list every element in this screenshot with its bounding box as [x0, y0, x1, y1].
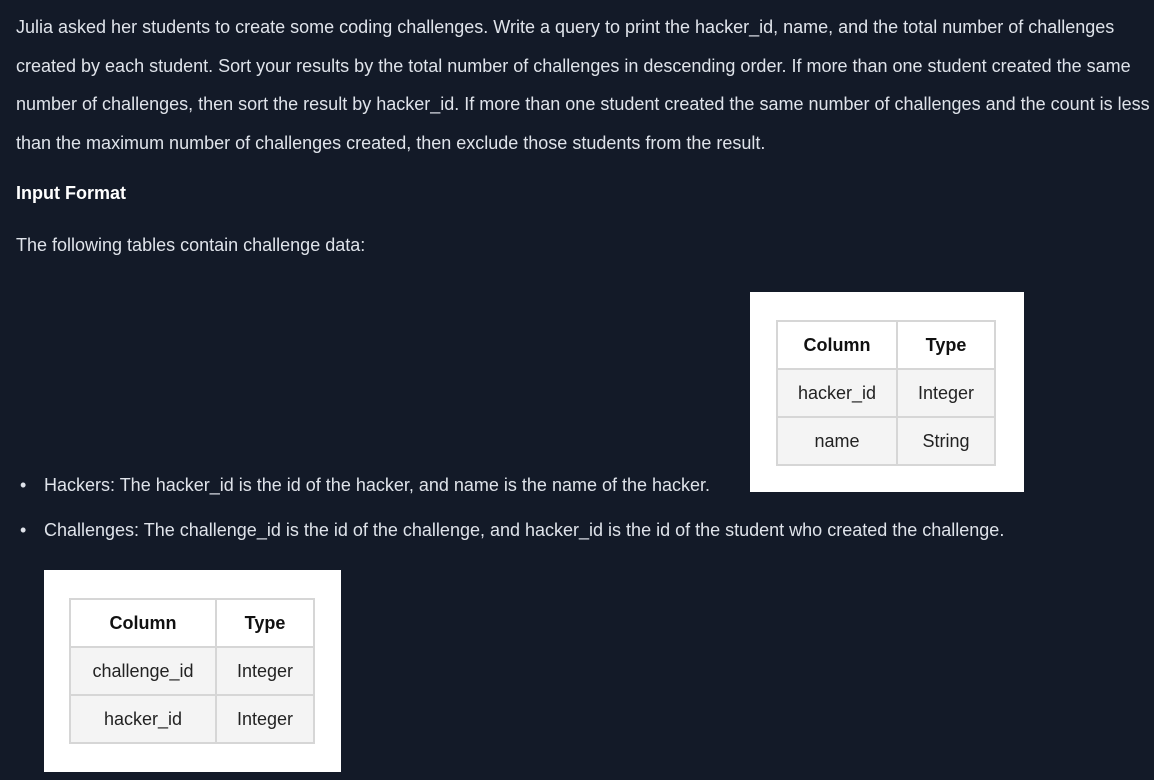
bullet-marker: • — [20, 520, 27, 540]
challenges-bullet-item — [20, 517, 1004, 543]
table-row — [70, 695, 314, 743]
input-format-heading: Input Format — [16, 183, 126, 203]
table-header-cell: Type — [216, 599, 314, 647]
table-header-row — [70, 599, 314, 647]
table-header-cell: Column — [70, 599, 216, 647]
tables-intro-text: The following tables contain challenge data: — [16, 235, 366, 255]
table-cell: Integer — [897, 369, 995, 417]
problem-description: Julia asked her students to create some coding challenges. Write a query to print the hacker_id, name, and the total number of challenges created by each student. Sort your results by the total number of challenges in descending order. If more than one student created the same number of challenges, then sort the result by hacker_id. If more than one student created the same number of challenges and the count is less than the maximum number of challenges created, then exclude those students from the result. — [16, 17, 1150, 153]
table-cell: challenge_id — [70, 647, 216, 695]
table-row — [777, 369, 995, 417]
hackers-bullet-text: Hackers: The hacker_id is the id of the hacker, and name is the name of the hacker. — [44, 475, 711, 495]
table-cell: hacker_id — [777, 369, 897, 417]
table-cell: Integer — [216, 647, 314, 695]
hackers-table — [776, 320, 996, 466]
table-header-cell: Column — [777, 321, 897, 369]
hackers-table-image — [750, 292, 1024, 492]
table-cell: name — [777, 417, 897, 465]
table-row — [777, 417, 995, 465]
hackers-bullet-item — [20, 472, 710, 498]
table-row — [70, 647, 314, 695]
table-cell: String — [897, 417, 995, 465]
challenges-table — [69, 598, 315, 744]
table-header-cell: Type — [897, 321, 995, 369]
challenges-table-image — [44, 570, 341, 772]
table-cell: Integer — [216, 695, 314, 743]
table-header-row — [777, 321, 995, 369]
table-cell: hacker_id — [70, 695, 216, 743]
bullet-marker: • — [20, 475, 27, 495]
challenges-bullet-text: Challenges: The challenge_id is the id of the challenge, and hacker_id is the id of the student who created the challenge. — [44, 520, 1005, 540]
